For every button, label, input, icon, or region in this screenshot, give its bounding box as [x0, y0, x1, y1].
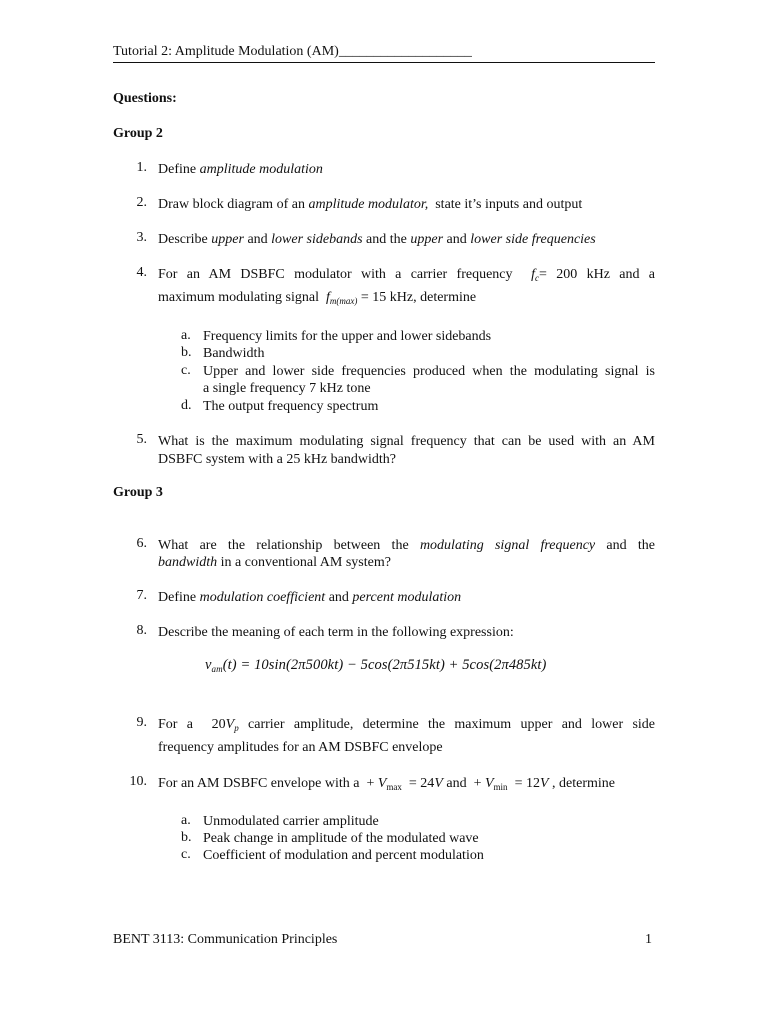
q9-number: 9.: [136, 715, 147, 730]
fc-symbol: f: [531, 267, 536, 282]
q4-sub-label-b: b.: [181, 345, 192, 360]
q2-number: 2.: [136, 195, 147, 210]
q10-sub-label-a: a.: [181, 813, 191, 828]
q4-number: 4.: [136, 265, 147, 280]
q4-sub-c-line-2: a single frequency 7 kHz tone: [203, 381, 371, 396]
question-3: Describe upper and lower sidebands and the upper and lower side frequencies: [158, 232, 596, 247]
am-expression: $v_{am}(t) = 10\sin(2\pi 500kt) - 5\cos(2\pi 515kt) + 5\cos(2\pi 485kt)$: [205, 657, 547, 674]
group-3-heading: Group 3: [113, 485, 163, 500]
q10-sub-label-b: b.: [181, 830, 192, 845]
question-8: Describe the meaning of each term in the following expression:: [158, 625, 514, 640]
question-6-line-1: What are the relationship between the modulating signal frequency and the: [158, 538, 655, 553]
q10-sub-b: Peak change in amplitude of the modulated wave: [203, 831, 479, 846]
q8-number: 8.: [136, 623, 147, 638]
header-rule: [113, 62, 655, 63]
question-6-line-2: bandwidth in a conventional AM system?: [158, 555, 391, 570]
q4-sub-label-c: c.: [181, 363, 191, 378]
q10-sub-a: Unmodulated carrier amplitude: [203, 814, 379, 829]
question-1: Define amplitude modulation: [158, 162, 323, 177]
q10-sub-c: Coefficient of modulation and percent modulation: [203, 848, 484, 863]
q6-number: 6.: [136, 536, 147, 551]
question-10: For an AM DSBFC envelope with $a + V_{max} = 24V$ and + $V_{min} = 12V$ , determine: [158, 776, 616, 792]
question-9-line-2: frequency amplitudes for an AM DSBFC envelope: [158, 740, 443, 755]
q10-sub-label-c: c.: [181, 847, 191, 862]
q1-number: 1.: [136, 160, 147, 175]
q4-sub-a: Frequency limits for the upper and lower sidebands: [203, 329, 492, 344]
q4-sub-label-d: d.: [181, 398, 192, 413]
q5-number: 5.: [136, 432, 147, 447]
q4-sub-label-a: a.: [181, 328, 191, 343]
question-2: Draw block diagram of an amplitude modulator, state it’s inputs and output: [158, 197, 583, 212]
footer-course: BENT 3113: Communication Principles: [113, 932, 338, 947]
fm-symbol: f: [326, 290, 330, 305]
question-7: Define modulation coefficient and percent modulation: [158, 590, 462, 605]
question-5-line-2: DSBFC system with a 25 kHz bandwidth?: [158, 452, 396, 467]
question-5-line-1: What is the maximum modulating signal frequency that can be used with an AM: [158, 434, 655, 449]
page-header-title: Tutorial 2: Amplitude Modulation (AM)___________________: [113, 44, 472, 59]
group-2-heading: Group 2: [113, 126, 163, 141]
q4-sub-c-line-1: Upper and lower side frequencies produced when the modulating signal is: [203, 364, 655, 379]
q4-sub-b: Bandwidth: [203, 346, 265, 361]
footer-page-number: 1: [645, 932, 652, 947]
questions-heading: Questions:: [113, 91, 177, 106]
q7-number: 7.: [136, 588, 147, 603]
question-4-line-2: maximum modulating signal $f_{m(max)} = 15$ kHz, determine: [158, 290, 477, 306]
question-9-line-1: For a $20V_p$ carrier amplitude, determine the maximum upper and lower side: [158, 717, 655, 733]
question-4-line-1: For an AM DSBFC modulator with a carrier frequency $f_c= 200$ kHz and a: [158, 267, 655, 283]
q4-sub-d: The output frequency spectrum: [203, 399, 379, 414]
q10-number: 10.: [129, 774, 147, 789]
q3-number: 3.: [136, 230, 147, 245]
